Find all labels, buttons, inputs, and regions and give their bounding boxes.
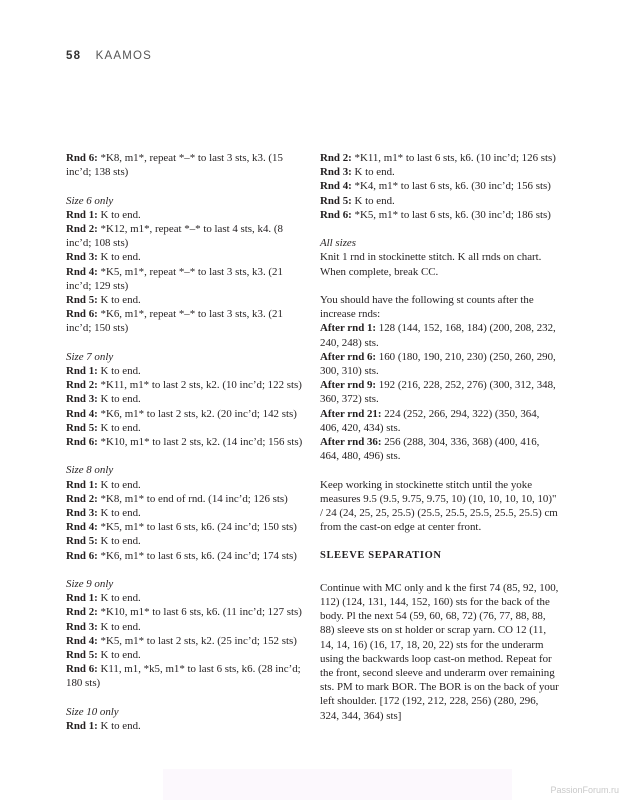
instruction-text: 128 (144, 152, 168, 184) (200, 208, 232, 240, 248) sts. xyxy=(320,322,556,349)
instruction-text: *K5, m1* to last 6 sts, k6. (24 inc’d; 150 sts) xyxy=(97,521,297,534)
instruction-line xyxy=(66,506,306,520)
round-label: After rnd 6: xyxy=(320,350,377,363)
round-label: Rnd 2: xyxy=(320,152,352,164)
instruction-line xyxy=(320,179,560,193)
instruction-text: You should have the following st counts after the increase rnds: xyxy=(320,294,534,321)
round-label: After rnd 9: xyxy=(320,379,377,392)
instruction-text: K to end. xyxy=(97,294,141,307)
round-label: Rnd 3: xyxy=(66,620,98,633)
instruction-text: *K6, m1* to last 2 sts, k2. (20 inc’d; 142 sts) xyxy=(97,407,297,420)
instruction-block xyxy=(66,350,306,449)
size-heading: Size 7 only xyxy=(66,350,114,363)
round-label: Rnd 1: xyxy=(66,720,98,733)
instruction-text: *K12, m1*, repeat *–* to last 4 sts, k4. (8 inc’d; 108 sts) xyxy=(66,223,283,250)
instruction-text: *K5, m1* to last 6 sts, k6. (30 inc’d; 186 sts) xyxy=(351,208,551,221)
round-label: Rnd 4: xyxy=(66,634,98,647)
round-label: Rnd 3: xyxy=(66,393,98,406)
round-label: Rnd 2: xyxy=(66,606,98,619)
instruction-block xyxy=(66,705,306,733)
instruction-text: K to end. xyxy=(97,649,141,662)
instruction-line xyxy=(66,549,306,563)
round-label: After rnd 21: xyxy=(320,407,382,420)
instruction-line xyxy=(66,435,306,449)
round-label: Rnd 5: xyxy=(66,535,98,548)
instruction-line xyxy=(320,581,560,723)
instruction-text: K to end. xyxy=(351,166,395,179)
round-label: Rnd 4: xyxy=(66,407,98,420)
instruction-text: K to end. xyxy=(97,620,141,633)
round-label: Rnd 4: xyxy=(66,265,98,278)
instruction-text: K to end. xyxy=(97,720,141,733)
instruction-line xyxy=(66,392,306,406)
round-label: Rnd 4: xyxy=(66,521,98,534)
round-label: Rnd 6: xyxy=(320,208,352,221)
instruction-text: 160 (180, 190, 210, 230) (250, 260, 290, 300, 310) sts. xyxy=(320,350,556,378)
instruction-block xyxy=(320,293,560,463)
instruction-line xyxy=(66,605,306,619)
size-heading: Size 9 only xyxy=(66,578,114,591)
instruction-block xyxy=(320,236,560,279)
right-column xyxy=(320,151,560,737)
round-label: Rnd 5: xyxy=(66,649,98,662)
round-label: After rnd 36: xyxy=(320,436,382,449)
instruction-line xyxy=(320,350,560,378)
instruction-line xyxy=(66,534,306,548)
instruction-block xyxy=(66,577,306,691)
instruction-text: *K10, m1* to last 6 sts, k6. (11 inc’d; 127 sts) xyxy=(97,606,302,619)
instruction-text: K to end. xyxy=(97,365,141,378)
instruction-text: *K8, m1* to end of rnd. (14 inc’d; 126 sts) xyxy=(97,492,288,505)
instruction-text: *K11, m1* to last 2 sts, k2. (10 inc’d; 122 sts) xyxy=(97,379,302,392)
instruction-line xyxy=(66,719,306,733)
instruction-line xyxy=(320,435,560,463)
instruction-text: *K4, m1* to last 6 sts, k6. (30 inc’d; 156 sts) xyxy=(351,180,551,193)
left-column xyxy=(66,151,306,747)
instruction-text: K to end. xyxy=(351,194,395,207)
instruction-text: K to end. xyxy=(97,251,141,264)
section-heading-block xyxy=(320,549,560,563)
round-label: After rnd 1: xyxy=(320,322,377,335)
instruction-text: Keep working in stockinette stitch until the yoke measures 9.5 (9.5, 9.75, 9.75, 10) (10, 10, 10, 10, 10)" / 24 (24, 25, 25, 25.5) (25.5, 25.5, 25.5, 25.5, 25.5) cm from the cast-on edge at center front. xyxy=(320,478,558,534)
instruction-text: 256 (288, 304, 336, 368) (400, 416, 464, 480, 496) sts. xyxy=(320,436,540,463)
instruction-line xyxy=(66,648,306,662)
instruction-block xyxy=(320,478,560,535)
round-label: Rnd 6: xyxy=(66,152,98,164)
round-label: Rnd 1: xyxy=(66,208,98,221)
instruction-line xyxy=(320,293,560,321)
instruction-line xyxy=(66,364,306,378)
instruction-line xyxy=(66,378,306,392)
instruction-line xyxy=(66,591,306,605)
instruction-text: Knit 1 rnd in stockinette stitch. K all rnds on chart. When complete, break CC. xyxy=(320,251,542,278)
instruction-line xyxy=(320,478,560,535)
instruction-text: *K5, m1* to last 2 sts, k2. (25 inc’d; 152 sts) xyxy=(97,634,297,647)
round-label: Rnd 1: xyxy=(66,478,98,491)
round-label: Rnd 6: xyxy=(66,308,98,321)
instruction-line xyxy=(66,520,306,534)
instruction-text: *K10, m1* to last 2 sts, k2. (14 inc’d; 156 sts) xyxy=(97,436,303,449)
round-label: Rnd 3: xyxy=(66,251,98,264)
instruction-line xyxy=(66,293,306,307)
round-label: Rnd 5: xyxy=(66,294,98,307)
size-heading: All sizes xyxy=(320,237,357,250)
instruction-line xyxy=(320,407,560,435)
instruction-block xyxy=(66,151,306,179)
book-title: KAAMOS xyxy=(95,50,153,62)
instruction-text: K to end. xyxy=(97,535,141,548)
round-label: Rnd 6: xyxy=(66,663,98,676)
instruction-line xyxy=(66,421,306,435)
instruction-line xyxy=(320,378,560,406)
round-label: Rnd 6: xyxy=(66,549,98,562)
round-label: Rnd 4: xyxy=(320,180,352,193)
instruction-line xyxy=(66,662,306,690)
instruction-line xyxy=(320,321,560,349)
instruction-text: K to end. xyxy=(97,421,141,434)
instruction-text: K to end. xyxy=(97,478,141,491)
instruction-text: *K8, m1*, repeat *–* to last 3 sts, k3. (15 inc’d; 138 sts) xyxy=(66,152,283,179)
round-label: Rnd 6: xyxy=(66,436,98,449)
size-heading: Size 10 only xyxy=(66,705,119,718)
size-heading: Size 6 only xyxy=(66,194,114,207)
instruction-line xyxy=(66,407,306,421)
instruction-block xyxy=(66,463,306,562)
instruction-text: *K11, m1* to last 6 sts, k6. (10 inc’d; 126 sts) xyxy=(351,152,556,164)
instruction-line xyxy=(320,151,560,165)
instruction-line xyxy=(66,250,306,264)
instruction-text: *K5, m1*, repeat *–* to last 3 sts, k3. (21 inc’d; 129 sts) xyxy=(66,265,283,292)
instruction-text: K to end. xyxy=(97,208,141,221)
instruction-line xyxy=(66,478,306,492)
size-heading: Size 8 only xyxy=(66,464,114,477)
instruction-line xyxy=(66,265,306,293)
instruction-block xyxy=(320,581,560,723)
round-label: Rnd 3: xyxy=(66,507,98,520)
instruction-line xyxy=(66,222,306,250)
watermark: PassionForum.ru xyxy=(550,785,619,795)
instruction-text: K11, m1, *k5, m1* to last 6 sts, k6. (28 inc’d; 180 sts) xyxy=(66,663,301,690)
footer-band xyxy=(163,769,512,800)
round-label: Rnd 5: xyxy=(66,421,98,434)
instruction-text: K to end. xyxy=(97,393,141,406)
instruction-text: K to end. xyxy=(97,592,141,605)
instruction-text: K to end. xyxy=(97,507,141,520)
instruction-line xyxy=(66,492,306,506)
round-label: Rnd 1: xyxy=(66,592,98,605)
page-number: 58 xyxy=(66,50,82,62)
instruction-line xyxy=(66,208,306,222)
instruction-text: 224 (252, 266, 294, 322) (350, 364, 406, 420, 434) sts. xyxy=(320,407,540,434)
instruction-line xyxy=(320,194,560,208)
instruction-text: 192 (216, 228, 252, 276) (300, 312, 348, 360, 372) sts. xyxy=(320,379,556,406)
round-label: Rnd 5: xyxy=(320,194,352,207)
instruction-line xyxy=(320,208,560,222)
instruction-line xyxy=(66,307,306,335)
running-header xyxy=(66,50,152,62)
section-title: SLEEVE SEPARATION xyxy=(320,549,442,561)
instruction-text: *K6, m1* to last 6 sts, k6. (24 inc’d; 174 sts) xyxy=(97,549,297,562)
instruction-text: *K6, m1*, repeat *–* to last 3 sts, k3. (21 inc’d; 150 sts) xyxy=(66,308,283,335)
instruction-line xyxy=(66,634,306,648)
round-label: Rnd 2: xyxy=(66,223,98,235)
round-label: Rnd 1: xyxy=(66,365,98,378)
instruction-text: Continue with MC only and k the first 74 (85, 92, 100, 112) (124, 131, 144, 152, 160) sts for the back of the body. Pl the next 54 (59, 60, 68, 72) (76, 77, 88, 88, 88) sleeve sts on st holder or scrap yarn. CO 12 (11, 14, 14, 16) (16, 17, 18, 20, 22) sts for the underarm using the backwards loop cast-on method. Repeat for the front, second sleeve and underarm over remaining sts. PM to mark BOR. The BOR is on the back of your left shoulder. [172 (192, 212, 228, 256) (280, 296, 324, 344, 364) sts] xyxy=(320,581,559,722)
round-label: Rnd 3: xyxy=(320,166,352,179)
round-label: Rnd 2: xyxy=(66,492,98,505)
instruction-line xyxy=(66,620,306,634)
instruction-line xyxy=(66,151,306,179)
instruction-line xyxy=(320,165,560,179)
instruction-line xyxy=(320,250,560,278)
instruction-block xyxy=(66,194,306,336)
round-label: Rnd 2: xyxy=(66,379,98,392)
instruction-block xyxy=(320,151,560,222)
